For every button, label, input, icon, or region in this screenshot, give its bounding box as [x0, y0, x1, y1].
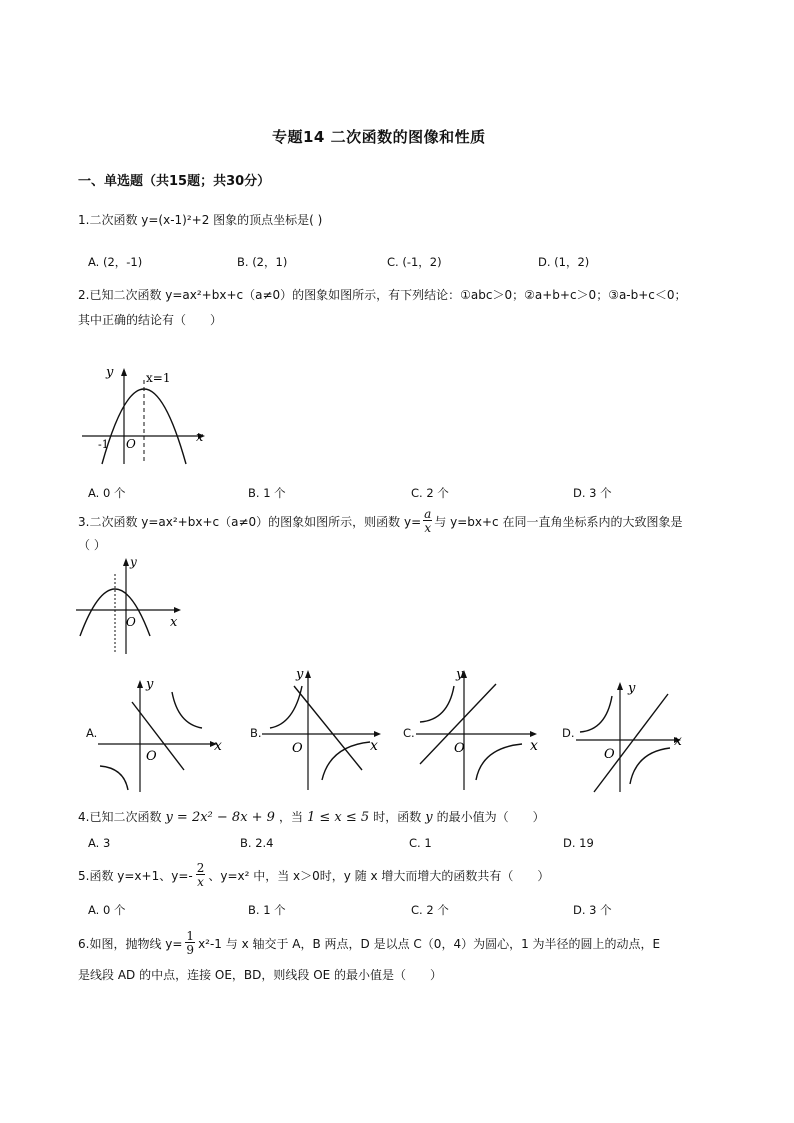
x-label: x — [170, 615, 178, 630]
x-axis-arrow — [530, 731, 537, 737]
q1-option-a: A. (2，-1) — [88, 255, 143, 269]
question-2-line-2: 其中正确的结论有（ ） — [78, 313, 223, 327]
y-label: y — [106, 365, 114, 380]
parabola-curve — [80, 589, 150, 636]
q5-frac-numerator: 2 — [196, 861, 205, 875]
q3-fraction-a-over-x — [423, 508, 432, 534]
y-axis-arrow — [123, 558, 129, 566]
symmetry-label: x=1 — [146, 371, 171, 385]
question-1-text: 1.二次函数 y=(x-1)²+2 图象的顶点坐标是( ) — [78, 213, 323, 227]
y-label: y — [628, 681, 636, 696]
section-heading: 一、单选题（共15题；共30分） — [78, 174, 271, 189]
q3-choice-c-letter: C. — [403, 726, 415, 740]
origin-label: O — [126, 437, 136, 451]
y-axis-arrow — [305, 670, 311, 678]
line-graph — [294, 686, 362, 770]
y-axis-arrow — [617, 682, 623, 690]
hyperbola-branch-1 — [420, 686, 454, 722]
hyperbola-branch-2 — [322, 742, 370, 780]
q3-choice-a-graph — [94, 672, 234, 796]
x-axis-arrow — [374, 731, 381, 737]
question-3-line-1 — [78, 508, 682, 534]
question-5-line — [78, 862, 549, 888]
x-label: x — [674, 733, 682, 749]
q1-option-c: C. (-1，2) — [387, 255, 442, 269]
hyperbola-branch-1 — [172, 692, 202, 728]
hyperbola-branch-2 — [476, 744, 522, 780]
q3-choice-a-letter: A. — [86, 726, 98, 740]
y-label: y — [296, 667, 304, 682]
x-label: x — [196, 430, 204, 445]
q3-choice-d-letter: D. — [562, 726, 575, 740]
q3-text-part-2: 与 y=bx+c 在同一直角坐标系内的大致图象是 — [434, 514, 683, 529]
origin-label: O — [146, 749, 157, 764]
origin-label: O — [292, 741, 303, 756]
q6-prefix: 6.如图，抛物线 y= — [78, 936, 183, 951]
q6-fraction-1-over-9 — [185, 930, 195, 956]
q4-formula: y = 2x² − 8x + 9 — [165, 810, 275, 825]
q3-text-part-1: 3.二次函数 y=ax²+bx+c（a≠0）的图象如图所示，则函数 y= — [78, 514, 422, 529]
q3-choice-b-graph — [258, 662, 388, 794]
q4-suffix: 的最小值为（ ） — [436, 810, 545, 824]
q5-fraction-2-over-x — [196, 862, 206, 888]
x-label: x — [530, 738, 538, 754]
question-6-line-2: 是线段 AD 的中点，连接 OE，BD，则线段 OE 的最小值是（ ） — [78, 968, 443, 982]
question-2-line-1: 2.已知二次函数 y=ax²+bx+c（a≠0）的图象如图所示，有下列结论：①abc＞0；②a+b+c＞0；③a-b+c＜0； — [78, 288, 687, 302]
q2-option-a: A. 0 个 — [88, 486, 126, 500]
q2-option-d: D. 3 个 — [573, 486, 612, 500]
origin-label: O — [454, 741, 465, 756]
q3-choice-c-graph — [412, 662, 546, 794]
q3-choice-b-letter: B. — [250, 726, 262, 740]
q6-frac-numerator: 1 — [186, 929, 195, 943]
q5-frac-denominator: x — [197, 875, 204, 889]
q5-prefix: 5.函数 y=x+1、y=- — [78, 868, 193, 883]
q3-parabola-figure — [74, 554, 184, 658]
q1-option-b: B. (2，1) — [237, 255, 288, 269]
origin-label: O — [126, 615, 136, 629]
hyperbola-branch-1 — [580, 696, 612, 732]
y-label: y — [146, 677, 154, 692]
q6-suffix: x²-1 与 x 轴交于 A，B 两点，D 是以点 C（0，4）为圆心，1 为半径的圆上的动点，E — [198, 936, 661, 951]
q6-frac-denominator: 9 — [186, 943, 195, 957]
page-title: 专题14 二次函数的图像和性质 — [272, 128, 486, 146]
x-axis-arrow — [174, 607, 181, 613]
q5-option-c: C. 2 个 — [411, 903, 449, 917]
hyperbola-branch-2 — [100, 766, 128, 790]
question-3-line-2: （ ） — [78, 538, 106, 552]
y-label: y — [130, 555, 137, 569]
y-label: y — [456, 667, 464, 682]
q4-y-variable: y — [425, 810, 433, 825]
q2-parabola-figure — [78, 360, 218, 470]
q4-option-a: A. 3 — [88, 836, 111, 850]
q2-option-b: B. 1 个 — [248, 486, 286, 500]
neg-one-label: -1 — [98, 438, 109, 451]
q3-choice-d-graph — [572, 676, 696, 794]
x-label: x — [214, 738, 222, 754]
origin-label: O — [604, 747, 615, 762]
question-6-line-1 — [78, 930, 660, 956]
hyperbola-branch-2 — [630, 748, 670, 784]
q5-option-d: D. 3 个 — [573, 903, 612, 917]
question-4-line — [78, 808, 545, 825]
q4-option-d: D. 19 — [563, 836, 594, 850]
hyperbola-branch-1 — [270, 686, 302, 728]
q4-prefix: 4.已知二次函数 — [78, 810, 162, 824]
q5-option-a: A. 0 个 — [88, 903, 126, 917]
q4-mid: ，当 — [278, 810, 303, 824]
q4-option-b: B. 2.4 — [240, 836, 274, 850]
q2-option-c: C. 2 个 — [411, 486, 449, 500]
q3-frac-numerator: a — [424, 507, 432, 521]
x-label: x — [370, 738, 378, 754]
q4-mid2: 时，函数 — [373, 810, 422, 824]
y-axis-arrow — [121, 368, 127, 376]
y-axis-arrow — [137, 680, 143, 688]
q4-option-c: C. 1 — [409, 836, 432, 850]
q3-frac-denominator: x — [424, 521, 432, 535]
q5-option-b: B. 1 个 — [248, 903, 286, 917]
q5-suffix: 、y=x² 中，当 x＞0时，y 随 x 增大而增大的函数共有（ ） — [208, 868, 550, 883]
q4-range: 1 ≤ x ≤ 5 — [306, 810, 370, 825]
q1-option-d: D. (1，2) — [538, 255, 590, 269]
